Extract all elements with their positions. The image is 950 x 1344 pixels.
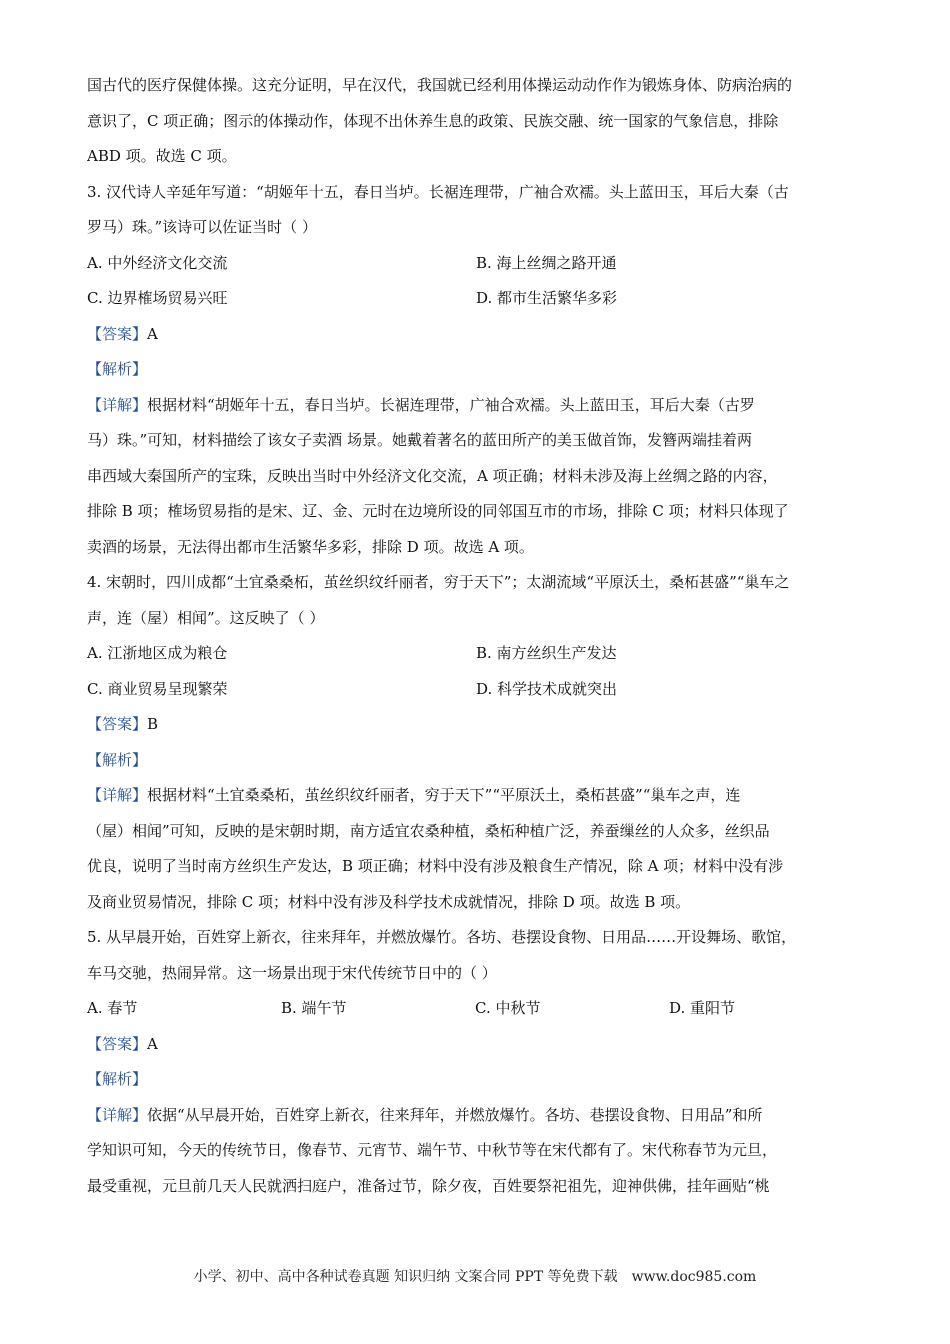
question-stem: 3. 汉代诗人辛延年写道：“胡姬年十五，春日当垆。长裾连理带，广袖合欢襦。头上蓝田玉，耳后大秦（古 xyxy=(87,182,789,201)
footer-link[interactable]: www.doc985.com xyxy=(631,1269,757,1285)
option-a: A. 春节 xyxy=(87,999,138,1017)
page-footer xyxy=(0,1266,950,1286)
answer-line xyxy=(87,1027,877,1063)
question-4 xyxy=(87,565,877,920)
detail-text: 优良，说明了当时南方丝织生产发达，B 项正确；材料中没有涉及粮食生产情况，除 A 项；材料中没有涉 xyxy=(87,857,784,875)
question-stem: 4. 宋朝时，四川成都“土宜桑桑柘，茧丝织纹纤丽者，穷于天下”；太湖流域“平原沃土，桑柘甚盛”“巢车之 xyxy=(87,573,790,591)
detail-text: 排除 B 项；榷场贸易指的是宋、辽、金、元时在边境所设的同邻国互市的市场，排除 C 项；材料只体现了 xyxy=(87,502,789,520)
answer-label: 【答案】 xyxy=(87,715,148,733)
footer-text: 小学、初中、高中各种试卷真题 知识归纳 文案合同 PPT 等免费下载 xyxy=(193,1269,618,1285)
detail-text: 依据“从早晨开始，百姓穿上新衣，往来拜年，并燃放爆竹。各坊、巷摆设食物、日用品”和所 xyxy=(147,1105,763,1124)
detail-line xyxy=(87,778,877,814)
option-c: C. 商业贸易呈现繁荣 xyxy=(87,679,228,698)
option-d: D. 都市生活繁华多彩 xyxy=(476,289,618,307)
options-row xyxy=(87,636,877,672)
detail-line xyxy=(87,388,877,424)
question-stem: 声，连（屋）相闻”。这反映了（ ） xyxy=(87,608,325,627)
option-a: A. 江浙地区成为粮仓 xyxy=(87,644,228,662)
detail-label: 【详解】 xyxy=(87,1105,148,1124)
detail-text: 最受重视，元旦前几天人民就洒扫庭户，准备过节，除夕夜，百姓要祭祀祖先，迎神供佛，挂年画贴“桃 xyxy=(87,1176,770,1195)
options-row xyxy=(87,672,877,708)
intro-line: 意识了，C 项正确；图示的体操动作，体现不出休养生息的政策、民族交融、统一国家的气象信息，排除 xyxy=(87,111,779,130)
detail-text: 根据材料“土宜桑桑柘，茧丝织纹纤丽者，穷于天下”“平原沃土，桑柘甚盛”“巢车之声，连 xyxy=(147,786,741,804)
analysis-label: 【解析】 xyxy=(87,360,148,378)
question-5 xyxy=(87,920,877,1204)
question-stem: 车马交驰，热闹异常。这一场景出现于宋代传统节日中的（ ） xyxy=(87,963,497,982)
question-stem: 罗马）珠。”该诗可以佐证当时（ ） xyxy=(87,218,317,236)
option-d: D. 重阳节 xyxy=(669,999,736,1017)
question-stem: 5. 从早晨开始，百姓穿上新衣，往来拜年，并燃放爆竹。各坊、巷摆设食物、日用品……开设舞场、歌馆， xyxy=(87,928,797,946)
answer-label: 【答案】 xyxy=(87,324,148,343)
options-row xyxy=(87,281,877,317)
answer-value: B xyxy=(147,715,159,733)
detail-text: 及商业贸易情况，排除 C 项；材料中没有涉及科学技术成就情况，排除 D 项。故选 B 项。 xyxy=(87,892,691,911)
analysis-label: 【解析】 xyxy=(87,750,148,769)
intro-line: ABD 项。故选 C 项。 xyxy=(87,147,237,165)
detail-text: 马）珠。”可知，材料描绘了该女子卖酒 场景。她戴着著名的蓝田所产的美玉做首饰，发簪两端挂着两 xyxy=(87,431,752,449)
detail-text: （屋）相闻”可知，反映的是宋朝时期，南方适宜农桑种植，桑柘种植广泛，养蚕缫丝的人众多，丝织品 xyxy=(87,821,770,840)
options-row xyxy=(87,991,877,1027)
option-c: C. 边界榷场贸易兴旺 xyxy=(87,289,228,307)
options-row xyxy=(87,246,877,282)
analysis-label: 【解析】 xyxy=(87,1070,148,1088)
question-3 xyxy=(87,175,877,566)
analysis-line xyxy=(87,352,877,388)
intro-line: 国古代的医疗保健体操。这充分证明，早在汉代，我国就已经利用体操运动动作作为锻炼身体、防病治病的 xyxy=(87,76,793,94)
detail-line xyxy=(87,1098,877,1134)
option-b: B. 南方丝织生产发达 xyxy=(476,644,617,662)
detail-text: 学知识可知，今天的传统节日，像春节、元宵节、端午节、中秋节等在宋代都有了。宋代称春节为元旦， xyxy=(87,1141,778,1159)
answer-label: 【答案】 xyxy=(87,1034,148,1053)
detail-label: 【详解】 xyxy=(87,395,148,414)
answer-line xyxy=(87,707,877,743)
detail-text: 卖酒的场景，无法得出都市生活繁华多彩，排除 D 项。故选 A 项。 xyxy=(87,537,534,556)
option-c: C. 中秋节 xyxy=(475,999,541,1017)
document-body xyxy=(87,68,877,1204)
detail-text: 根据材料“胡姬年十五，春日当垆。长裾连理带，广袖合欢襦。头上蓝田玉，耳后大秦（古罗 xyxy=(147,395,755,414)
option-d: D. 科学技术成就突出 xyxy=(476,679,618,698)
answer-line xyxy=(87,317,877,353)
option-b: B. 端午节 xyxy=(281,999,347,1017)
analysis-line xyxy=(87,743,877,779)
answer-value: A xyxy=(147,1034,158,1053)
answer-value: A xyxy=(147,324,158,343)
option-b: B. 海上丝绸之路开通 xyxy=(476,253,617,272)
analysis-line xyxy=(87,1062,877,1098)
detail-label: 【详解】 xyxy=(87,786,148,804)
option-a: A. 中外经济文化交流 xyxy=(87,253,228,272)
detail-text: 串西域大秦国所产的宝珠，反映出当时中外经济文化交流，A 项正确；材料未涉及海上丝绸之路的内容， xyxy=(87,466,778,485)
